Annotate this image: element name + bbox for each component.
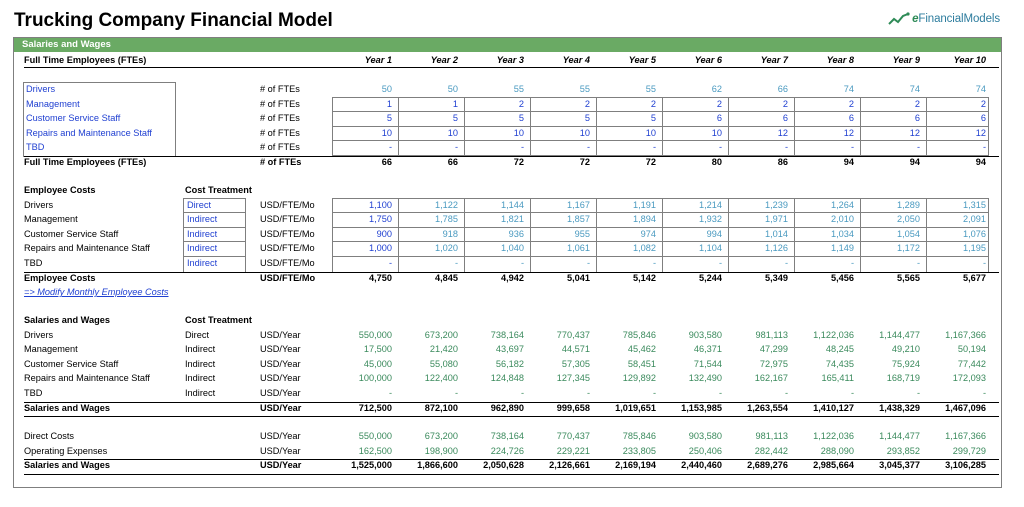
fte-total-value: 94: [975, 157, 986, 167]
wage-label-1: Management: [24, 344, 78, 355]
year-header: Year 1: [364, 55, 392, 65]
cost-value: 2,050: [897, 214, 920, 225]
wage-value: 127,345: [556, 373, 590, 384]
fte-total-value: 80: [711, 157, 722, 167]
wage-label-4: TBD: [24, 388, 43, 398]
wage-value: -: [850, 388, 854, 398]
summary-total-value: 3,045,377: [879, 460, 920, 471]
unit-label: # of FTEs: [260, 127, 300, 138]
unit-label: USD/Year: [260, 358, 301, 369]
cost-total-value: 5,349: [765, 272, 788, 283]
fte-total-value: 94: [843, 157, 854, 167]
fte-value[interactable]: -: [850, 142, 854, 153]
wage-value: 162,167: [754, 373, 788, 384]
salaries-panel: [13, 37, 1002, 488]
fte-value[interactable]: 2: [518, 98, 524, 109]
cost-total-value: 5,244: [699, 272, 722, 283]
summary-value: 198,900: [424, 445, 458, 456]
fte-total-label: Full Time Employees (FTEs): [24, 157, 147, 167]
cost-value: -: [784, 258, 788, 268]
cost-value[interactable]: 900: [376, 228, 392, 239]
cost-value: 1,122: [435, 199, 458, 210]
unit-label: # of FTEs: [260, 157, 302, 167]
fte-value: 55: [513, 84, 524, 94]
chart-trend-icon: [888, 12, 910, 26]
fte-value: 74: [909, 84, 920, 94]
unit-label: USD/Year: [260, 445, 301, 456]
treatment-value: Indirect: [185, 373, 216, 384]
unit-label: USD/FTE/Mo: [260, 214, 315, 225]
year-header: Year 3: [496, 55, 524, 65]
wage-value: -: [388, 388, 392, 398]
fte-value[interactable]: 12: [843, 127, 854, 138]
summary-value: 981,113: [755, 431, 788, 441]
cost-value: 936: [508, 228, 524, 239]
section-banner: Salaries and Wages: [14, 38, 1001, 52]
fte-value[interactable]: -: [586, 142, 590, 153]
fte-value: 55: [579, 84, 590, 94]
fte-value: 62: [711, 84, 722, 94]
fte-value[interactable]: 6: [716, 113, 722, 124]
cost-value: 1,932: [699, 214, 722, 225]
treatment-value: Indirect: [185, 344, 216, 355]
wage-total-label: Salaries and Wages: [24, 402, 110, 413]
cost-value: -: [916, 258, 920, 268]
cost-total-value: 5,565: [897, 272, 920, 283]
wage-value: 132,490: [688, 373, 722, 384]
summary-value: 250,406: [688, 445, 722, 456]
total-underline: [24, 474, 999, 475]
cost-value: 1,894: [633, 214, 656, 225]
wage-value: 168,719: [886, 373, 920, 384]
brand-logo-text: eFinancialModels: [912, 13, 1000, 25]
treatment-value: Indirect: [185, 388, 216, 398]
cost-value: 1,061: [567, 243, 590, 254]
cost-value: 1,172: [897, 243, 920, 254]
summary-value: 1,144,477: [879, 431, 920, 441]
year-header: Year 6: [694, 55, 722, 65]
summary-total-value: 2,689,276: [747, 460, 788, 471]
cost-total-value: 5,677: [963, 272, 986, 283]
unit-label: USD/Year: [260, 373, 301, 384]
wage-value: 550,000: [358, 329, 392, 340]
fte-value[interactable]: -: [520, 142, 524, 153]
wage-value: 56,182: [495, 358, 524, 369]
wage-value: 1,122,036: [813, 329, 854, 340]
cost-total-value: 5,142: [633, 272, 656, 283]
fte-label-4[interactable]: TBD: [26, 142, 45, 153]
cost-total-value: 4,750: [369, 272, 392, 283]
fte-value: 66: [777, 84, 788, 94]
wage-value: 45,462: [627, 344, 656, 355]
fte-value[interactable]: 10: [579, 127, 590, 138]
fte-label-2[interactable]: Customer Service Staff: [26, 113, 121, 124]
wage-value: 21,420: [429, 344, 458, 355]
wage-value: -: [982, 388, 986, 398]
cost-value: -: [586, 258, 590, 268]
wage-value: 46,371: [693, 344, 722, 355]
unit-label: USD/Year: [260, 329, 301, 340]
fte-value[interactable]: 5: [650, 113, 656, 124]
summary-value: 299,729: [952, 445, 986, 456]
wage-value: 738,164: [490, 329, 524, 340]
fte-total-value: 86: [777, 157, 788, 167]
cost-value: 974: [640, 228, 656, 239]
cost-value: 1,126: [765, 243, 788, 254]
cost-value: 1,020: [435, 243, 458, 254]
cost-value: 955: [574, 228, 590, 239]
fte-value[interactable]: 5: [386, 113, 392, 124]
fte-value[interactable]: -: [982, 142, 986, 153]
cost-value: 1,076: [963, 228, 986, 239]
cost-value: 2,010: [831, 214, 854, 225]
wage-value: 43,697: [495, 344, 524, 355]
cost-value: 1,239: [765, 199, 788, 210]
fte-value: 55: [645, 84, 656, 94]
treatment-select[interactable]: Direct: [187, 199, 211, 210]
fte-value[interactable]: 12: [909, 127, 920, 138]
fte-total-value: 66: [447, 157, 458, 167]
wage-value: 72,975: [759, 358, 788, 369]
year-header: Year 4: [562, 55, 590, 65]
summary-value: 770,437: [556, 431, 590, 441]
fte-label-0[interactable]: Drivers: [26, 84, 56, 94]
cost-label-1: Management: [24, 214, 78, 225]
unit-label: USD/FTE/Mo: [260, 272, 316, 283]
summary-value: 903,580: [688, 431, 722, 441]
wage-value: -: [454, 388, 458, 398]
wage-total-value: 1,410,127: [813, 402, 854, 413]
treatment-header: Cost Treatment: [185, 185, 252, 195]
brand-logo[interactable]: [888, 12, 1000, 26]
summary-total-value: 1,866,600: [417, 460, 458, 471]
fte-value[interactable]: -: [454, 142, 458, 153]
treatment-select[interactable]: Indirect: [187, 214, 218, 225]
cost-value: 1,214: [699, 199, 722, 210]
treatment-header: Cost Treatment: [185, 315, 252, 325]
wage-value: 165,411: [821, 373, 854, 384]
wage-value: 122,400: [424, 373, 458, 384]
cost-value: 1,167: [567, 199, 590, 210]
unit-label: USD/Year: [260, 431, 301, 441]
summary-value: 233,805: [622, 445, 656, 456]
cost-label-4: TBD: [24, 258, 43, 268]
wage-value: 77,442: [957, 358, 986, 369]
wage-value: 903,580: [688, 329, 722, 340]
unit-label: USD/FTE/Mo: [260, 228, 315, 239]
year-header: Year 10: [953, 55, 986, 65]
wage-value: -: [652, 388, 656, 398]
cost-value: -: [652, 258, 656, 268]
wage-value: 785,846: [622, 329, 656, 340]
total-underline: [24, 416, 999, 417]
cost-value: 994: [706, 228, 722, 239]
treatment-value: Direct: [185, 329, 209, 340]
cost-value: 1,014: [765, 228, 788, 239]
cost-label-0: Drivers: [24, 199, 54, 210]
treatment-select[interactable]: Indirect: [187, 228, 218, 239]
fte-total-value: 72: [645, 157, 656, 167]
wage-value: 45,000: [363, 358, 392, 369]
wage-value: 673,200: [424, 329, 458, 340]
wage-total-value: 1,438,329: [879, 402, 920, 413]
unit-label: USD/FTE/Mo: [260, 258, 315, 268]
modify-costs-link[interactable]: => Modify Monthly Employee Costs: [24, 287, 169, 298]
summary-value: 1,167,366: [945, 431, 986, 441]
cost-total-value: 5,456: [831, 272, 854, 283]
wage-value: 75,924: [891, 358, 920, 369]
wage-total-value: 1,019,651: [615, 402, 656, 413]
wage-value: 55,080: [429, 358, 458, 369]
unit-label: # of FTEs: [260, 113, 300, 124]
year-header: Year 8: [826, 55, 854, 65]
fte-value[interactable]: -: [388, 142, 392, 153]
summary-value: 282,442: [754, 445, 788, 456]
wage-value: 770,437: [556, 329, 590, 340]
wage-total-value: 999,658: [556, 402, 590, 413]
fte-total-value: 66: [381, 157, 392, 167]
year-header: Year 7: [760, 55, 788, 65]
summary-value: 673,200: [424, 431, 458, 441]
fte-value[interactable]: 6: [980, 113, 986, 124]
fte-value[interactable]: 10: [513, 127, 524, 138]
fte-value[interactable]: -: [784, 142, 788, 153]
cost-value: 1,054: [897, 228, 920, 239]
wage-value: 44,571: [561, 344, 590, 355]
fte-value[interactable]: 10: [381, 127, 392, 138]
cost-value: 1,104: [699, 243, 722, 254]
wage-value: 981,113: [755, 329, 788, 340]
summary-value: 550,000: [358, 431, 392, 441]
cost-value: -: [850, 258, 854, 268]
wage-value: 100,000: [358, 373, 392, 384]
wage-value: -: [520, 388, 524, 398]
wage-value: -: [916, 388, 920, 398]
wage-total-value: 1,467,096: [945, 402, 986, 413]
summary-total-value: 2,050,628: [483, 460, 524, 471]
wage-value: 49,210: [891, 344, 920, 355]
page-title: Trucking Company Financial Model: [14, 10, 333, 31]
wage-value: 1,144,477: [879, 329, 920, 340]
unit-label: USD/FTE/Mo: [260, 199, 315, 210]
fte-value[interactable]: 2: [848, 98, 854, 109]
cost-value: 1,821: [501, 214, 524, 225]
summary-label-0: Direct Costs: [24, 431, 75, 441]
fte-value[interactable]: 5: [518, 113, 524, 124]
cost-value: 1,144: [501, 199, 524, 210]
unit-label: USD/Year: [260, 388, 301, 398]
fte-value: 50: [447, 84, 458, 94]
cost-value[interactable]: 1,000: [369, 243, 392, 254]
fte-value[interactable]: 10: [447, 127, 458, 138]
wage-value: 172,093: [952, 373, 986, 384]
wage-label-3: Repairs and Maintenance Staff: [24, 373, 150, 384]
fte-value[interactable]: 2: [782, 98, 788, 109]
wages-header: Salaries and Wages: [24, 315, 110, 325]
unit-label: USD/Year: [260, 402, 302, 413]
fte-total-value: 72: [513, 157, 524, 167]
cost-value: 1,040: [501, 243, 524, 254]
cost-total-label: Employee Costs: [24, 272, 96, 283]
wage-value: 50,194: [957, 344, 986, 355]
cost-total-value: 5,041: [567, 272, 590, 283]
cost-value: 1,857: [567, 214, 590, 225]
cost-value: 918: [442, 228, 458, 239]
summary-total-value: 2,985,664: [813, 460, 854, 471]
summary-value: 785,846: [622, 431, 656, 441]
cost-value: 1,195: [963, 243, 986, 254]
wage-value: 47,299: [759, 344, 788, 355]
wage-total-value: 712,500: [358, 402, 392, 413]
fte-value[interactable]: 10: [711, 127, 722, 138]
wage-value: -: [586, 388, 590, 398]
fte-value[interactable]: 5: [452, 113, 458, 124]
fte-value[interactable]: 2: [650, 98, 656, 109]
cost-value: 1,315: [963, 199, 986, 210]
cost-label-3: Repairs and Maintenance Staff: [24, 243, 150, 254]
cost-total-value: 4,845: [435, 272, 458, 283]
fte-value[interactable]: 5: [584, 113, 590, 124]
year-header: Year 9: [892, 55, 920, 65]
summary-total-value: 3,106,285: [945, 460, 986, 471]
cost-value: -: [982, 258, 986, 268]
unit-label: # of FTEs: [260, 84, 300, 94]
fte-value[interactable]: 2: [914, 98, 920, 109]
fte-total-value: 72: [579, 157, 590, 167]
fte-value[interactable]: 6: [914, 113, 920, 124]
summary-value: 224,726: [490, 445, 524, 456]
fte-value: 74: [843, 84, 854, 94]
fte-value[interactable]: 2: [980, 98, 986, 109]
cost-value: 1,149: [831, 243, 854, 254]
fte-value[interactable]: 12: [975, 127, 986, 138]
cost-value: 1,082: [633, 243, 656, 254]
fte-value[interactable]: 2: [584, 98, 590, 109]
cost-value: 2,091: [963, 214, 986, 225]
cost-value: 1,264: [831, 199, 854, 210]
fte-value[interactable]: -: [718, 142, 722, 153]
wage-value: 71,544: [693, 358, 722, 369]
cost-value: 1,034: [831, 228, 854, 239]
summary-total-value: 2,169,194: [615, 460, 656, 471]
wage-value: 74,435: [825, 358, 854, 369]
wage-total-value: 872,100: [424, 402, 458, 413]
cost-value: 1,191: [633, 199, 656, 210]
unit-label: # of FTEs: [260, 98, 300, 109]
cost-value[interactable]: -: [388, 258, 392, 268]
fte-value[interactable]: 6: [848, 113, 854, 124]
fte-value[interactable]: 1: [386, 98, 392, 109]
summary-value: 288,090: [820, 445, 854, 456]
summary-total-value: 2,440,460: [681, 460, 722, 471]
summary-value: 293,852: [886, 445, 920, 456]
cost-value: -: [520, 258, 524, 268]
header-underline: [24, 67, 999, 68]
fte-header: Full Time Employees (FTEs): [24, 55, 147, 65]
summary-label-1: Operating Expenses: [24, 445, 108, 456]
wage-label-2: Customer Service Staff: [24, 358, 119, 369]
fte-label-1[interactable]: Management: [26, 98, 80, 109]
wage-value: 57,305: [561, 358, 590, 369]
unit-label: USD/Year: [260, 344, 301, 355]
summary-total-value: 1,525,000: [351, 460, 392, 471]
cost-value: -: [454, 258, 458, 268]
unit-label: USD/Year: [260, 460, 302, 471]
fte-value: 50: [381, 84, 392, 94]
cost-value: -: [718, 258, 722, 268]
summary-value: 1,122,036: [813, 431, 854, 441]
fte-label-3[interactable]: Repairs and Maintenance Staff: [26, 127, 152, 138]
unit-label: USD/FTE/Mo: [260, 243, 315, 254]
wage-value: 58,451: [627, 358, 656, 369]
wage-value: 17,500: [363, 344, 392, 355]
year-header: Year 2: [430, 55, 458, 65]
wage-value: 124,848: [490, 373, 524, 384]
wage-value: 48,245: [825, 344, 854, 355]
treatment-select[interactable]: Indirect: [187, 258, 218, 268]
summary-value: 229,221: [556, 445, 590, 456]
cost-label-2: Customer Service Staff: [24, 228, 119, 239]
fte-value[interactable]: 6: [782, 113, 788, 124]
treatment-value: Indirect: [185, 358, 216, 369]
fte-value[interactable]: 12: [777, 127, 788, 138]
fte-value[interactable]: 1: [452, 98, 458, 109]
fte-value[interactable]: -: [652, 142, 656, 153]
summary-total-value: 2,126,661: [549, 460, 590, 471]
cost-value: 1,289: [897, 199, 920, 210]
costs-header: Employee Costs: [24, 185, 96, 195]
cost-value[interactable]: 1,100: [369, 199, 392, 210]
fte-value: 74: [975, 84, 986, 94]
year-header: Year 5: [628, 55, 656, 65]
wage-value: 1,167,366: [945, 329, 986, 340]
treatment-select[interactable]: Indirect: [187, 243, 218, 254]
summary-value: 162,500: [358, 445, 392, 456]
wage-total-value: 1,153,985: [681, 402, 722, 413]
cost-value: 1,785: [435, 214, 458, 225]
wage-total-value: 962,890: [490, 402, 524, 413]
unit-label: # of FTEs: [260, 142, 300, 153]
cost-total-value: 4,942: [501, 272, 524, 283]
summary-value: 738,164: [490, 431, 524, 441]
fte-value[interactable]: 10: [645, 127, 656, 138]
cost-value[interactable]: 1,750: [369, 214, 392, 225]
wage-value: -: [718, 388, 722, 398]
wage-label-0: Drivers: [24, 329, 54, 340]
wage-value: 129,892: [622, 373, 656, 384]
summary-total-label: Salaries and Wages: [24, 460, 110, 471]
cost-value: 1,971: [765, 214, 788, 225]
fte-value[interactable]: -: [916, 142, 920, 153]
wage-total-value: 1,263,554: [747, 402, 788, 413]
fte-value[interactable]: 2: [716, 98, 722, 109]
fte-total-value: 94: [909, 157, 920, 167]
wage-value: -: [784, 388, 788, 398]
